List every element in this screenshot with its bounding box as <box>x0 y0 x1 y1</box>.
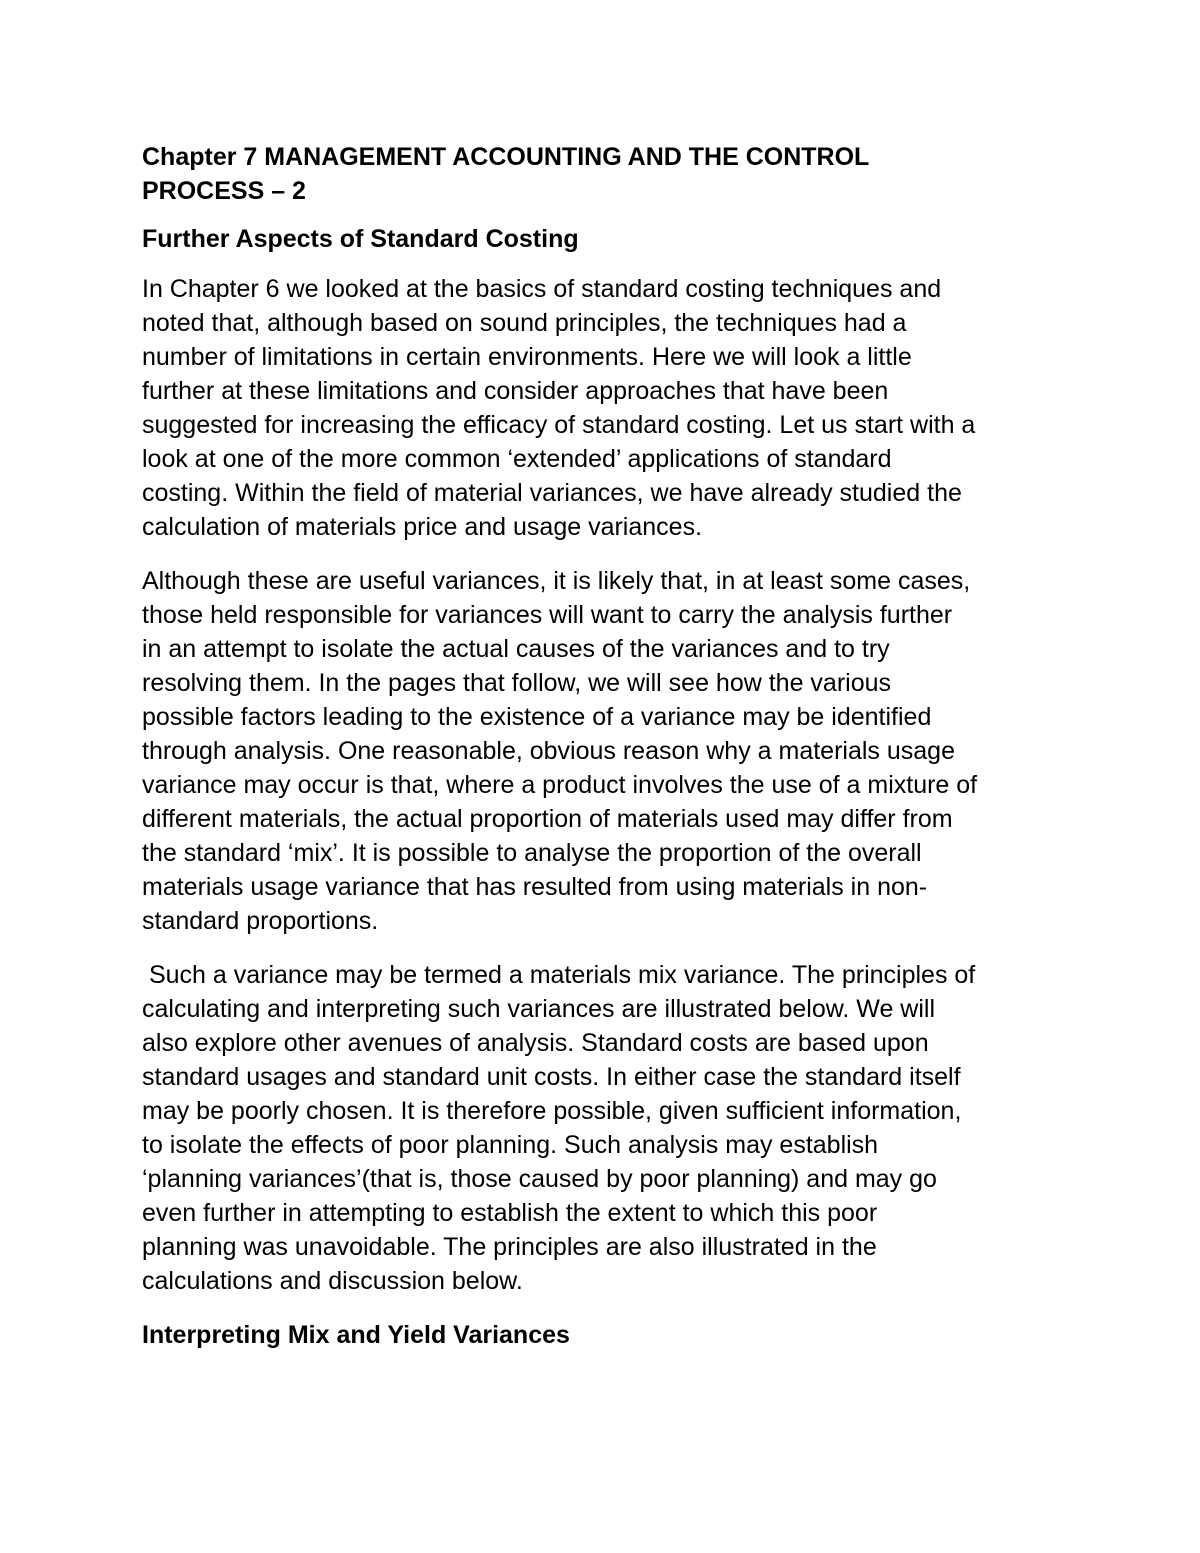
paragraph-line: Such a variance may be termed a materials mix variance. The principles of <box>142 961 976 989</box>
chapter-title-line: Chapter 7 MANAGEMENT ACCOUNTING AND THE CONTROL <box>142 143 870 171</box>
paragraph-line: through analysis. One reasonable, obvious reason why a materials usage <box>142 737 955 765</box>
section-heading-mix-yield: Interpreting Mix and Yield Variances <box>142 1321 570 1349</box>
paragraph-line: calculating and interpreting such variances are illustrated below. We will <box>142 995 936 1023</box>
paragraph-line: those held responsible for variances will want to carry the analysis further <box>142 601 953 629</box>
paragraph-line: standard usages and standard unit costs. In either case the standard itself <box>142 1063 961 1091</box>
paragraph-line: number of limitations in certain environments. Here we will look a little <box>142 343 912 371</box>
paragraph-line: costing. Within the field of material variances, we have already studied the <box>142 479 962 507</box>
paragraph-line: look at one of the more common ‘extended’ applications of standard <box>142 445 892 473</box>
paragraph-line: planning was unavoidable. The principles are also illustrated in the <box>142 1233 877 1261</box>
section-heading-further-aspects: Further Aspects of Standard Costing <box>142 225 579 253</box>
paragraph-line: to isolate the effects of poor planning. Such analysis may establish <box>142 1131 879 1159</box>
paragraph-line: different materials, the actual proportion of materials used may differ from <box>142 805 953 833</box>
paragraph-line: further at these limitations and consider approaches that have been <box>142 377 889 405</box>
chapter-title-line: PROCESS – 2 <box>142 177 306 205</box>
paragraph-line: ‘planning variances’(that is, those caused by poor planning) and may go <box>142 1165 937 1193</box>
paragraph-line: resolving them. In the pages that follow, we will see how the various <box>142 669 892 697</box>
document-page <box>142 140 1082 1368</box>
paragraph-line: calculations and discussion below. <box>142 1267 523 1295</box>
paragraph-line: even further in attempting to establish the extent to which this poor <box>142 1199 878 1227</box>
paragraph-mix-variance <box>142 958 1082 1298</box>
paragraph-line: materials usage variance that has resulted from using materials in non- <box>142 873 928 901</box>
paragraph-line: possible factors leading to the existence of a variance may be identified <box>142 703 932 731</box>
paragraph-line: also explore other avenues of analysis. Standard costs are based upon <box>142 1029 929 1057</box>
paragraph-line: Although these are useful variances, it is likely that, in at least some cases, <box>142 567 971 595</box>
paragraph-line: standard proportions. <box>142 907 379 935</box>
paragraph-line: noted that, although based on sound principles, the techniques had a <box>142 309 907 337</box>
paragraph-line: the standard ‘mix’. It is possible to analyse the proportion of the overall <box>142 839 922 867</box>
paragraph-useful-variances <box>142 564 1082 938</box>
chapter-title <box>142 140 1082 208</box>
paragraph-line: calculation of materials price and usage variances. <box>142 513 703 541</box>
paragraph-line: In Chapter 6 we looked at the basics of standard costing techniques and <box>142 275 942 303</box>
paragraph-line: suggested for increasing the efficacy of standard costing. Let us start with a <box>142 411 976 439</box>
paragraph-line: may be poorly chosen. It is therefore possible, given sufficient information, <box>142 1097 962 1125</box>
paragraph-line: in an attempt to isolate the actual causes of the variances and to try <box>142 635 890 663</box>
paragraph-line: variance may occur is that, where a product involves the use of a mixture of <box>142 771 978 799</box>
paragraph-intro <box>142 272 1082 544</box>
